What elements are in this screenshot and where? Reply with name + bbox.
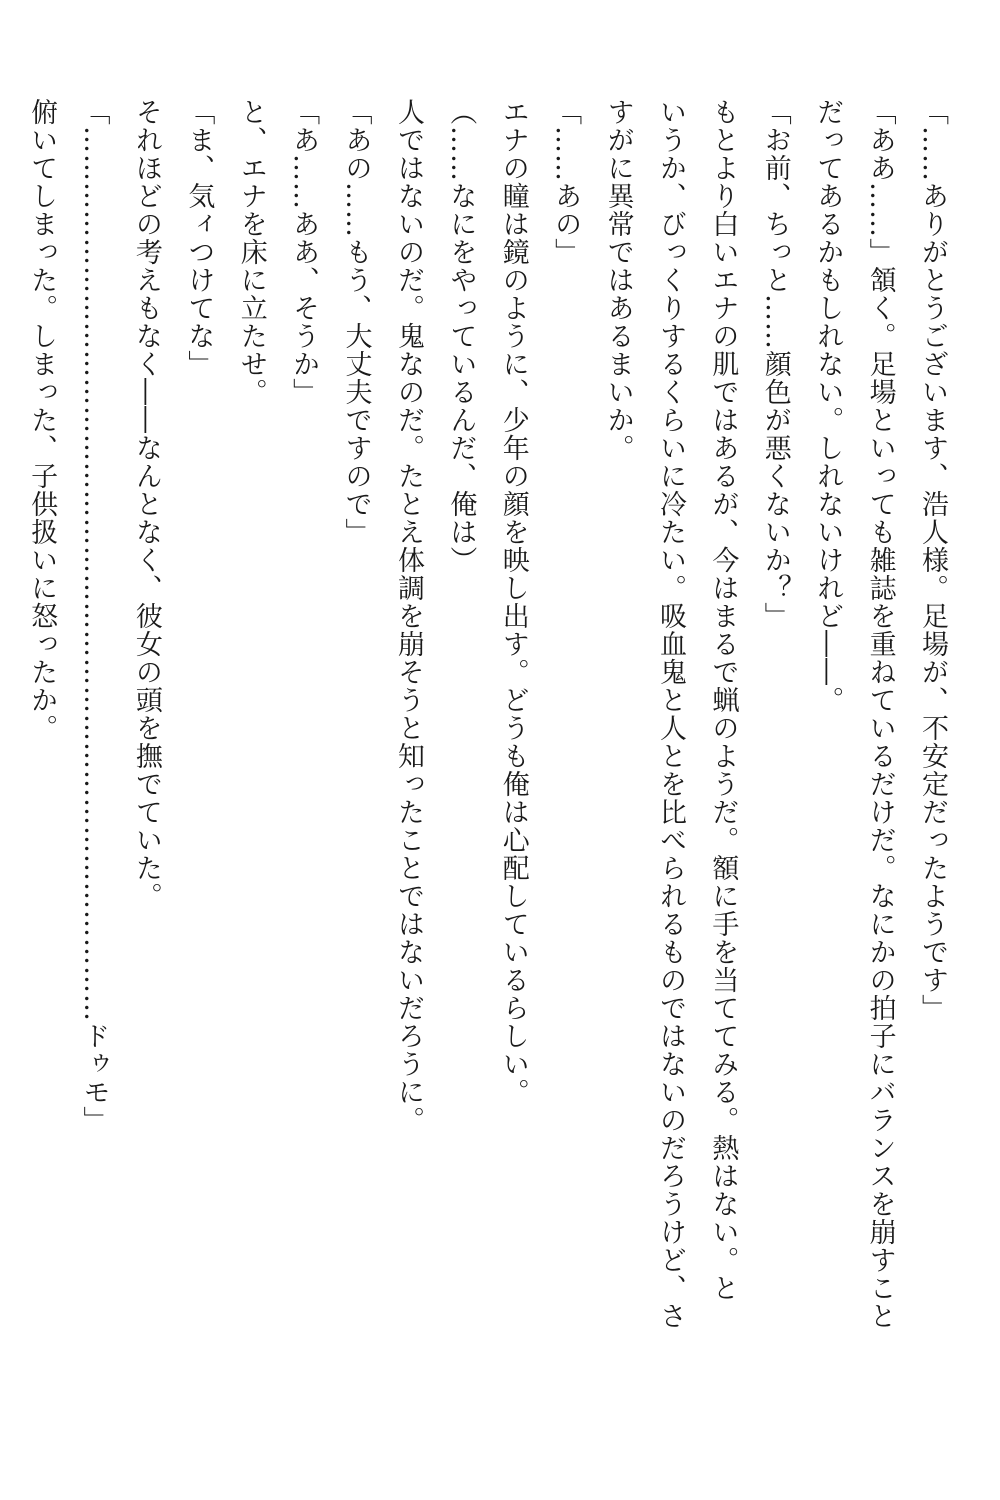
text-line: 俯いてしまった。しまった、子供扱いに怒ったか。 [26, 98, 58, 742]
text-line: すがに異常ではあるまいか。 [602, 98, 634, 462]
text-line: 「……あの」 [550, 98, 582, 266]
text-line: だってあるかもしれない。しれないけれど――。 [812, 98, 844, 714]
text-line: （……なにをやっているんだ、俺は） [445, 98, 477, 574]
vertical-text-body [15, 98, 958, 1418]
text-line: 人ではないのだ。鬼なのだ。たとえ体調を崩そうと知ったことではないだろうに。 [392, 98, 424, 1134]
text-line: 「ああ……」頷く。足場といっても雑誌を重ねているだけだ。なにかの拍子にバランスを崩すこと [864, 98, 896, 1330]
text-line: 「ま、気ィつけてな」 [183, 98, 215, 378]
text-line: 「あの……もう、大丈夫ですので」 [340, 98, 372, 546]
text-line: もとより白いエナの肌ではあるが、今はまるで蝋のようだ。額に手を当ててみる。熱はない。と [707, 98, 739, 1302]
text-line: 「あ……ああ、そうか」 [288, 98, 320, 406]
text-line: 「……ありがとうございます、浩人様。足場が、不安定だったようです」 [917, 98, 948, 1022]
text-line: 「……………………………………………………………………………………ドゥモ」 [78, 98, 110, 1134]
text-line: エナの瞳は鏡のように、少年の顔を映し出す。どうも俺は心配しているらしい。 [497, 98, 529, 1106]
text-line: いうか、びっくりするくらいに冷たい。吸血鬼と人とを比べられるものではないのだろうけど、さ [654, 98, 686, 1330]
text-line: それほどの考えもなく――なんとなく、彼女の頭を撫でていた。 [130, 98, 162, 910]
text-line: 「お前、ちっと……顔色が悪くないか？」 [759, 98, 791, 630]
text-line: と、エナを床に立たせ。 [235, 98, 267, 406]
